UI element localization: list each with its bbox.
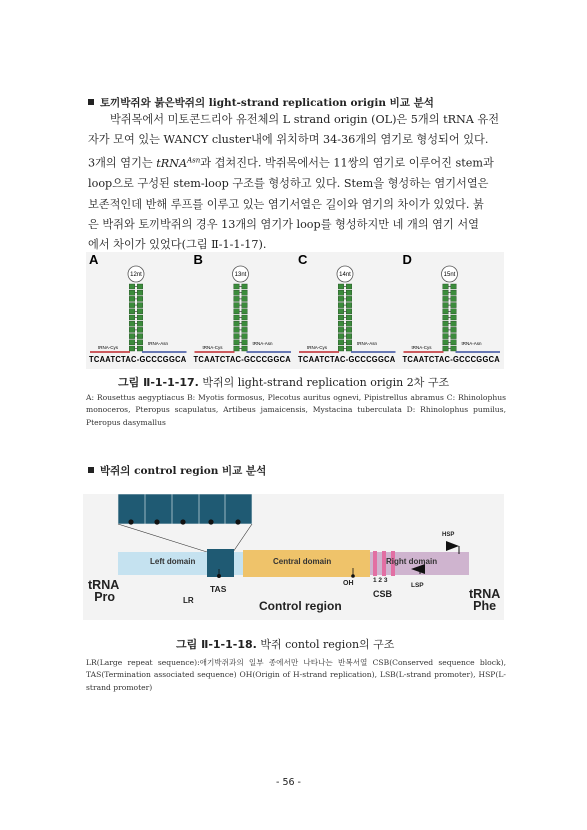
trna-phe-line2: Phe — [473, 599, 497, 613]
stem-base — [451, 290, 457, 295]
stem-base — [137, 309, 143, 314]
trna-cys-label: tRNA-Cys — [98, 345, 118, 350]
stem-base — [346, 321, 352, 326]
stem-base — [338, 327, 344, 332]
stem-base — [338, 296, 344, 301]
stem-base — [129, 290, 135, 295]
panel-letter-a: A — [89, 252, 99, 267]
figure-18-note: LR(Large repeat sequence):애기박쥐과의 일부 종에서만 나타나는 반복서열 CSB(Conserved sequence block), TAS(Termination associated sequence) OH(Origin of H-strand replication), LSB(L-strand promoter), HSP(L-strand promoter) — [86, 658, 506, 692]
ol-sequence: TCAATCTAC-GCCCGGCA — [89, 355, 187, 364]
right-domain-label: Right domain — [386, 557, 438, 566]
stem-base — [242, 321, 248, 326]
section1-title: 토끼박쥐와 붉은박쥐의 light-strand replication origin 비교 분석 — [88, 95, 434, 110]
stem-base — [346, 346, 352, 351]
stem-base — [338, 340, 344, 345]
page-number: - 56 - — [276, 777, 301, 788]
control-region-label: Control region — [259, 599, 342, 613]
stem-base — [137, 327, 143, 332]
stem-base — [338, 309, 344, 314]
para-line-5: 보존적인데 반해 루프를 이루고 있는 염기서열은 길이와 염기의 차이가 있었다. 붉 — [88, 197, 484, 211]
stem-base — [234, 315, 240, 320]
stem-base — [451, 284, 457, 289]
stem-base — [234, 334, 240, 339]
stem-base — [346, 290, 352, 295]
bullet-icon — [88, 467, 94, 473]
stem-base — [242, 309, 248, 314]
stem-base — [234, 290, 240, 295]
stem-base — [338, 346, 344, 351]
para-line-1: 박쥐목에서 미토콘드리아 유전체의 L strand origin (OL)은 5개의 tRNA 유전 — [110, 113, 500, 126]
stem-base — [129, 296, 135, 301]
stem-base — [234, 284, 240, 289]
stem-base — [346, 284, 352, 289]
ol-panels-svg — [86, 252, 504, 369]
stem-base — [137, 303, 143, 308]
para-line-2: 자가 모여 있는 WANCY cluster내에 위치하며 34-36개의 염기로 형성되어 있다. — [88, 133, 489, 147]
stem-base — [443, 340, 449, 345]
stem-base — [346, 334, 352, 339]
stem-base — [234, 309, 240, 314]
stem-base — [443, 290, 449, 295]
figure-17-caption-text: 박쥐의 light-strand replication origin 2차 구조 — [202, 376, 450, 389]
section2-title: 박쥐의 control region 비교 분석 — [88, 463, 266, 478]
stem-base — [234, 321, 240, 326]
stem-base — [443, 334, 449, 339]
hsp-label: HSP — [442, 532, 455, 538]
stem-base — [242, 284, 248, 289]
lsp-label: LSP — [411, 582, 424, 589]
stem-base — [451, 303, 457, 308]
stem-base — [346, 309, 352, 314]
stem-base — [129, 303, 135, 308]
stem-base — [137, 290, 143, 295]
stem-base — [338, 290, 344, 295]
trna-pro-label — [88, 579, 119, 603]
ol-panel-b — [194, 252, 292, 364]
stem-base — [346, 296, 352, 301]
ol-panel-d — [403, 252, 501, 364]
para-line-3: 3개의 염기는 tRNA$^{Asn}$과 겹쳐진다. 박쥐목에서는 11쌍의 염기로 이루어진 stem과 — [88, 156, 494, 171]
figure-17-caption — [118, 374, 449, 390]
stem-base — [129, 340, 135, 345]
loop-length-label: 12nt — [130, 272, 142, 278]
stem-base — [346, 315, 352, 320]
stem-base — [234, 346, 240, 351]
stem-base — [129, 334, 135, 339]
stem-base — [451, 321, 457, 326]
ol-sequence: TCAATCTAC-GCCCGGCA — [298, 355, 396, 364]
stem-base — [234, 296, 240, 301]
stem-base — [242, 315, 248, 320]
stem-base — [137, 334, 143, 339]
stem-base — [346, 303, 352, 308]
stem-base — [137, 296, 143, 301]
stem-base — [451, 309, 457, 314]
figure-18-caption — [176, 636, 394, 652]
stem-base — [137, 315, 143, 320]
stem-base — [443, 284, 449, 289]
tas-label: TAS — [210, 584, 227, 594]
stem-base — [129, 321, 135, 326]
stem-base — [242, 334, 248, 339]
lr-repeat-blocks — [118, 494, 252, 552]
stem-base — [242, 327, 248, 332]
csb-label: CSB — [373, 589, 393, 599]
trna-asn-label: tRNA-Asn — [252, 341, 273, 346]
stem-base — [234, 340, 240, 345]
stem-base — [338, 303, 344, 308]
stem-base — [451, 340, 457, 345]
trna-pro-line1: tRNA — [88, 578, 120, 592]
trna-cys-label: tRNA-Cys — [307, 345, 327, 350]
stem-base — [443, 296, 449, 301]
stem-base — [338, 284, 344, 289]
panel-letter-b: B — [193, 252, 203, 267]
trna-cys-label: tRNA-Cys — [411, 345, 432, 350]
loop-length-label: 15nt — [443, 272, 456, 278]
stem-base — [129, 284, 135, 289]
stem-base — [338, 321, 344, 326]
stem-base — [451, 346, 457, 351]
para-line-4: loop으로 구성된 stem-loop 구조를 형성하고 있다. Stem을 형성하는 염기서열은 — [88, 177, 489, 191]
stem-base — [129, 309, 135, 314]
stem-base — [137, 340, 143, 345]
stem-base — [129, 346, 135, 351]
ol-panel-c — [298, 252, 396, 364]
panel-letter-c: C — [298, 252, 308, 267]
stem-base — [451, 334, 457, 339]
stem-base — [443, 327, 449, 332]
stem-base — [242, 296, 248, 301]
lr-label: LR — [183, 596, 194, 605]
stem-base — [234, 327, 240, 332]
stem-base — [242, 303, 248, 308]
panel-letter-d: D — [402, 252, 412, 267]
stem-base — [346, 340, 352, 345]
central-domain-label: Central domain — [273, 557, 332, 566]
para-line-7: 에서 차이가 있었다(그림 Ⅱ-1-1-17). — [88, 237, 267, 251]
figure-17-note: A: Rousettus aegyptiacus B: Myotis formosus, Plecotus auritus ognevi, Pipistrellus abramus C: Rhinolophus monoceros, Pteropus scapulatus, Artibeus jamaicensis, Mystacina tuberculata D: Rhinolophus pumilus, Pteropus dasymallus — [86, 393, 506, 427]
stem-base — [338, 334, 344, 339]
stem-base — [242, 290, 248, 295]
stem-base — [129, 315, 135, 320]
left-domain-label: Left domain — [150, 557, 196, 566]
ol-sequence: TCAATCTAC-GCCCGGCA — [402, 355, 500, 364]
stem-base — [451, 315, 457, 320]
ol-panel-a — [89, 252, 187, 364]
figure-18-number: 그림 Ⅱ-1-1-18. — [176, 638, 257, 651]
stem-base — [234, 303, 240, 308]
trna-phe-line1: tRNA — [469, 587, 501, 601]
figure-17-number: 그림 Ⅱ-1-1-17. — [118, 376, 199, 389]
figure-18-caption-text: 박쥐 contol region의 구조 — [260, 638, 395, 651]
stem-base — [137, 321, 143, 326]
trna-cys-label: tRNA-Cys — [202, 345, 223, 350]
csb-numbers: 1 2 3 — [373, 577, 388, 584]
oh-label: OH — [343, 580, 354, 587]
section1-paragraph — [88, 110, 500, 255]
stem-base — [242, 340, 248, 345]
stem-base — [451, 296, 457, 301]
stem-base — [451, 327, 457, 332]
trna-asn-label: tRNA-Asn — [461, 341, 482, 346]
lr-block — [207, 549, 234, 577]
loop-length-label: 13nt — [234, 272, 247, 278]
stem-base — [242, 346, 248, 351]
stem-base — [338, 315, 344, 320]
figure-18-control-region — [83, 494, 504, 620]
loop-length-label: 14nt — [339, 272, 351, 278]
trna-phe-label — [469, 588, 500, 612]
trna-asn-label: tRNA-Asn — [357, 341, 378, 346]
bullet-icon — [88, 99, 94, 105]
para-line-6: 은 박쥐와 토끼박쥐의 경우 13개의 염기가 loop를 형성하지만 네 개의 염기 서열 — [88, 217, 479, 231]
stem-base — [443, 303, 449, 308]
stem-base — [443, 315, 449, 320]
stem-base — [443, 309, 449, 314]
figure-17-olstructure — [86, 252, 504, 369]
stem-base — [137, 284, 143, 289]
stem-base — [129, 327, 135, 332]
stem-base — [137, 346, 143, 351]
stem-base — [346, 327, 352, 332]
ol-sequence: TCAATCTAC-GCCCGGCA — [193, 355, 291, 364]
trna-asn-label: tRNA-Asn — [148, 341, 169, 346]
trna-pro-line2: Pro — [94, 590, 116, 604]
stem-base — [443, 321, 449, 326]
stem-base — [443, 346, 449, 351]
